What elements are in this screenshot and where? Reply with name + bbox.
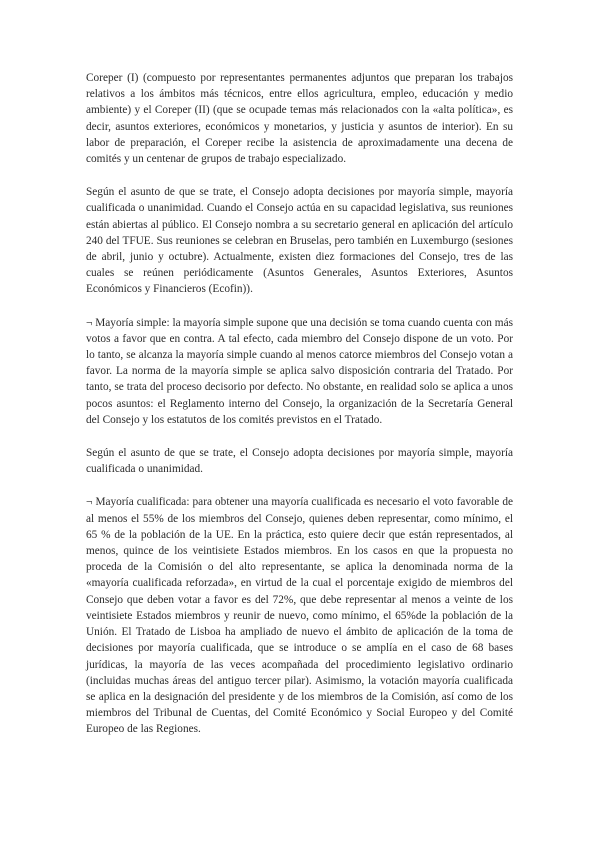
paragraph-mayoria-simple: ¬ Mayoría simple: la mayoría simple supone que una decisión se toma cuando cuenta con más votos a favor que en contra. A tal efecto, cada miembro del Consejo dispone de un voto. Por lo tanto, se alcanza la mayoría simple cuando al menos catorce miembros del Consejo votan a favor. La norma de la mayoría simple se aplica salvo disposición contraria del Tratado. Por tanto, se trata del proceso decisorio por defecto. No obstante, en realidad solo se aplica a unos pocos asuntos: el Reglamento interno del Consejo, la organización de la Secretaría General del Consejo y los estatutos de los comités previstos en el Tratado.	[86, 316, 513, 426]
paragraph-consejo-decisiones: Según el asunto de que se trate, el Consejo adopta decisiones por mayoría simple, mayoría cualificada o unanimidad. Cuando el Consejo actúa en su capacidad legislativa, sus reuniones están abiertas al público. El Consejo nombra a su secretario general en aplicación del artículo 240 del TFUE. Sus reuniones se celebran en Bruselas, pero también en Luxemburgo (sesiones de abril, junio y octubre). Actualmente, existen diez formaciones del Consejo, tres de las cuales se reúnen periódicamente (Asuntos Generales, Asuntos Exteriores, Asuntos Económicos y Financieros (Ecofin)).	[86, 186, 513, 296]
paragraph-coreper: Coreper (I) (compuesto por representantes permanentes adjuntos que preparan los trabajos relativos a los ámbitos más técnicos, entre ellos agricultura, empleo, educación y medio ambiente) y el Coreper (II) (que se ocupade temas más relacionados con la «alta política», es decir, asuntos exteriores, económicos y monetarios, y justicia y asuntos de interior). En su labor de preparación, el Coreper recibe la asistencia de aproximadamente una decena de comités y un centenar de grupos de trabajo especializado.	[86, 72, 513, 166]
paragraph-mayoria-cualificada: ¬ Mayoría cualificada: para obtener una mayoría cualificada es necesario el voto favorable de al menos el 55% de los miembros del Consejo, quienes deben representar, como mínimo, el 65 % de la población de la UE. En la práctica, esto quiere decir que están representados, al menos, quince de los veintisiete Estados miembros. En los casos en que la propuesta no proceda de la Comisión o del alto representante, se aplica la denominada norma de la «mayoría cualificada reforzada», en virtud de la cual el porcentaje exigido de miembros del Consejo que deben votar a favor es del 72%, que debe representar al menos a veinte de los veintisiete Estados miembros y reunir de nuevo, como mínimo, el 65%de la población de la Unión. El Tratado de Lisboa ha ampliado de nuevo el ámbito de aplicación de la toma de decisiones por mayoría cualificada, que se introduce o se amplía en el caso de 68 bases jurídicas, la mayoría de las veces acompañada del procedimiento legislativo ordinario (incluidas muchas áreas del antiguo tercer pilar). Asimismo, la votación mayoría cualificada se aplica en la designación del presidente y de los miembros de la Comisión, así como de los miembros del Tribunal de Cuentas, del Comité Económico y Social Europeo y del Comité Europeo de las Regiones.	[86, 496, 513, 736]
paragraph-consejo-resumen: Según el asunto de que se trate, el Consejo adopta decisiones por mayoría simple, mayoría cualificada o unanimidad.	[86, 447, 513, 476]
document-body	[86, 70, 513, 755]
